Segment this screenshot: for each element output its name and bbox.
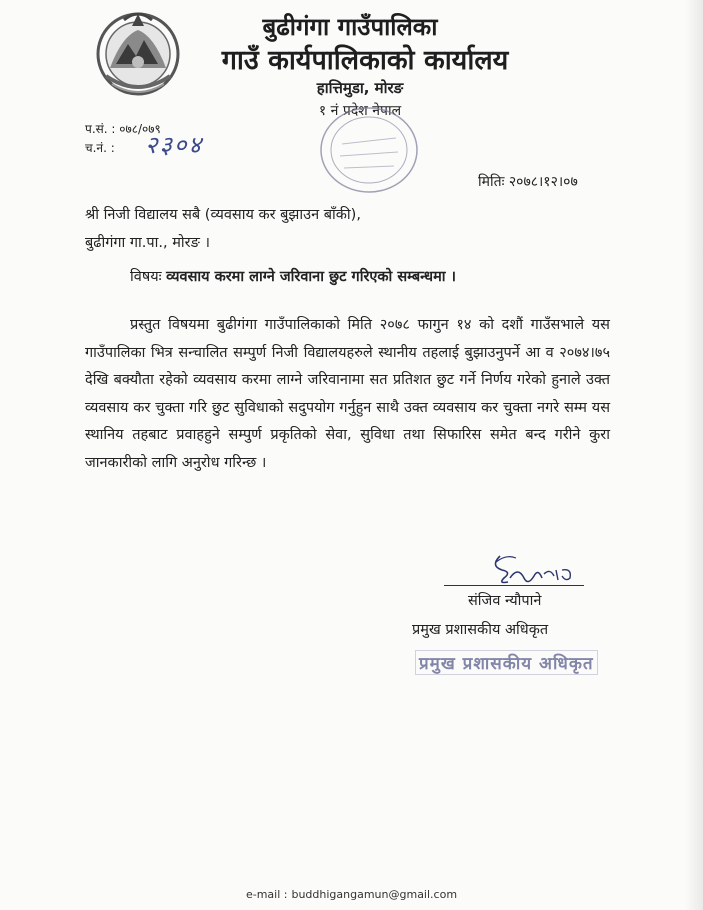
chalani-label: च.नं. : — [85, 141, 115, 155]
email-label: e-mail : — [245, 888, 288, 901]
recipient-line-2: बुढीगंगा गा.पा., मोरङ । — [85, 235, 210, 251]
recipient-line-1: श्री निजी विद्यालय सबै (व्यवसाय कर बुझाउन बाँकी), — [85, 207, 361, 223]
footer-email: buddhigangamun@gmail.com — [291, 888, 458, 901]
nepal-government-emblem — [92, 6, 184, 98]
office-round-stamp — [318, 104, 420, 196]
municipality-name: बुढीगंगा गाउँपालिका — [262, 13, 438, 41]
signatory-title: प्रमुख प्रशासकीय अधिकृत — [412, 622, 549, 638]
subject-text: व्यवसाय करमा लाग्ने जरिवाना छुट गरिएको सम्बन्धमा । — [166, 269, 457, 285]
scan-edge-shadow — [685, 0, 703, 910]
letter-body: प्रस्तुत विषयमा बुढीगंगा गाउँपालिकाको मिति २०७८ फागुन १४ को दशौं गाउँसभाले यस गाउँपालिका भित्र सन्चालित सम्पुर्ण निजी विद्यालयहरुले स्थानीय तहलाई बुझाउनुपर्ने आ व २०७४।७५ देखि बक्यौता रहेको व्यवसाय करमा लाग्ने जरिवानामा सत प्रतिशत छुट गर्ने निर्णय गरेको हुनाले उक्त व्यवसाय कर चुक्ता गरि छुट सुविधाको सदुपयोग गर्नुहुन साथै उक्त व्यवसाय कर चुक्ता नगरे सम्म यस स्थानिय तहबाट प्रवाहहुने सम्पुर्ण प्रकृतिको सेवा, सुविधा तथा सिफारिस समेत बन्द गरीने कुरा जानकारीको लागि अनुरोध गरिन्छ । — [85, 317, 611, 471]
letter-date: मितिः २०७८।१२।०७ — [478, 174, 578, 190]
footer — [0, 888, 703, 901]
signature-line — [444, 585, 584, 586]
subject-line — [130, 266, 456, 286]
designation-stamp: प्रमुख प्रशासकीय अधिकृत — [415, 650, 598, 675]
subject-label: विषयः — [130, 269, 162, 285]
office-location: हात्तिमुडा, मोरङ — [316, 79, 404, 97]
office-name: गाउँ कार्यपालिकाको कार्यालय — [221, 45, 509, 76]
province-line: १ नं प्रदेश नेपाल — [318, 103, 402, 119]
handwritten-signature — [486, 548, 586, 594]
chalani-number-handwritten: २३०४ — [145, 131, 203, 159]
patra-sankhya: प.सं. : ०७८/०७९ — [85, 122, 161, 136]
signatory-name: संजिव न्यौपाने — [468, 593, 542, 609]
